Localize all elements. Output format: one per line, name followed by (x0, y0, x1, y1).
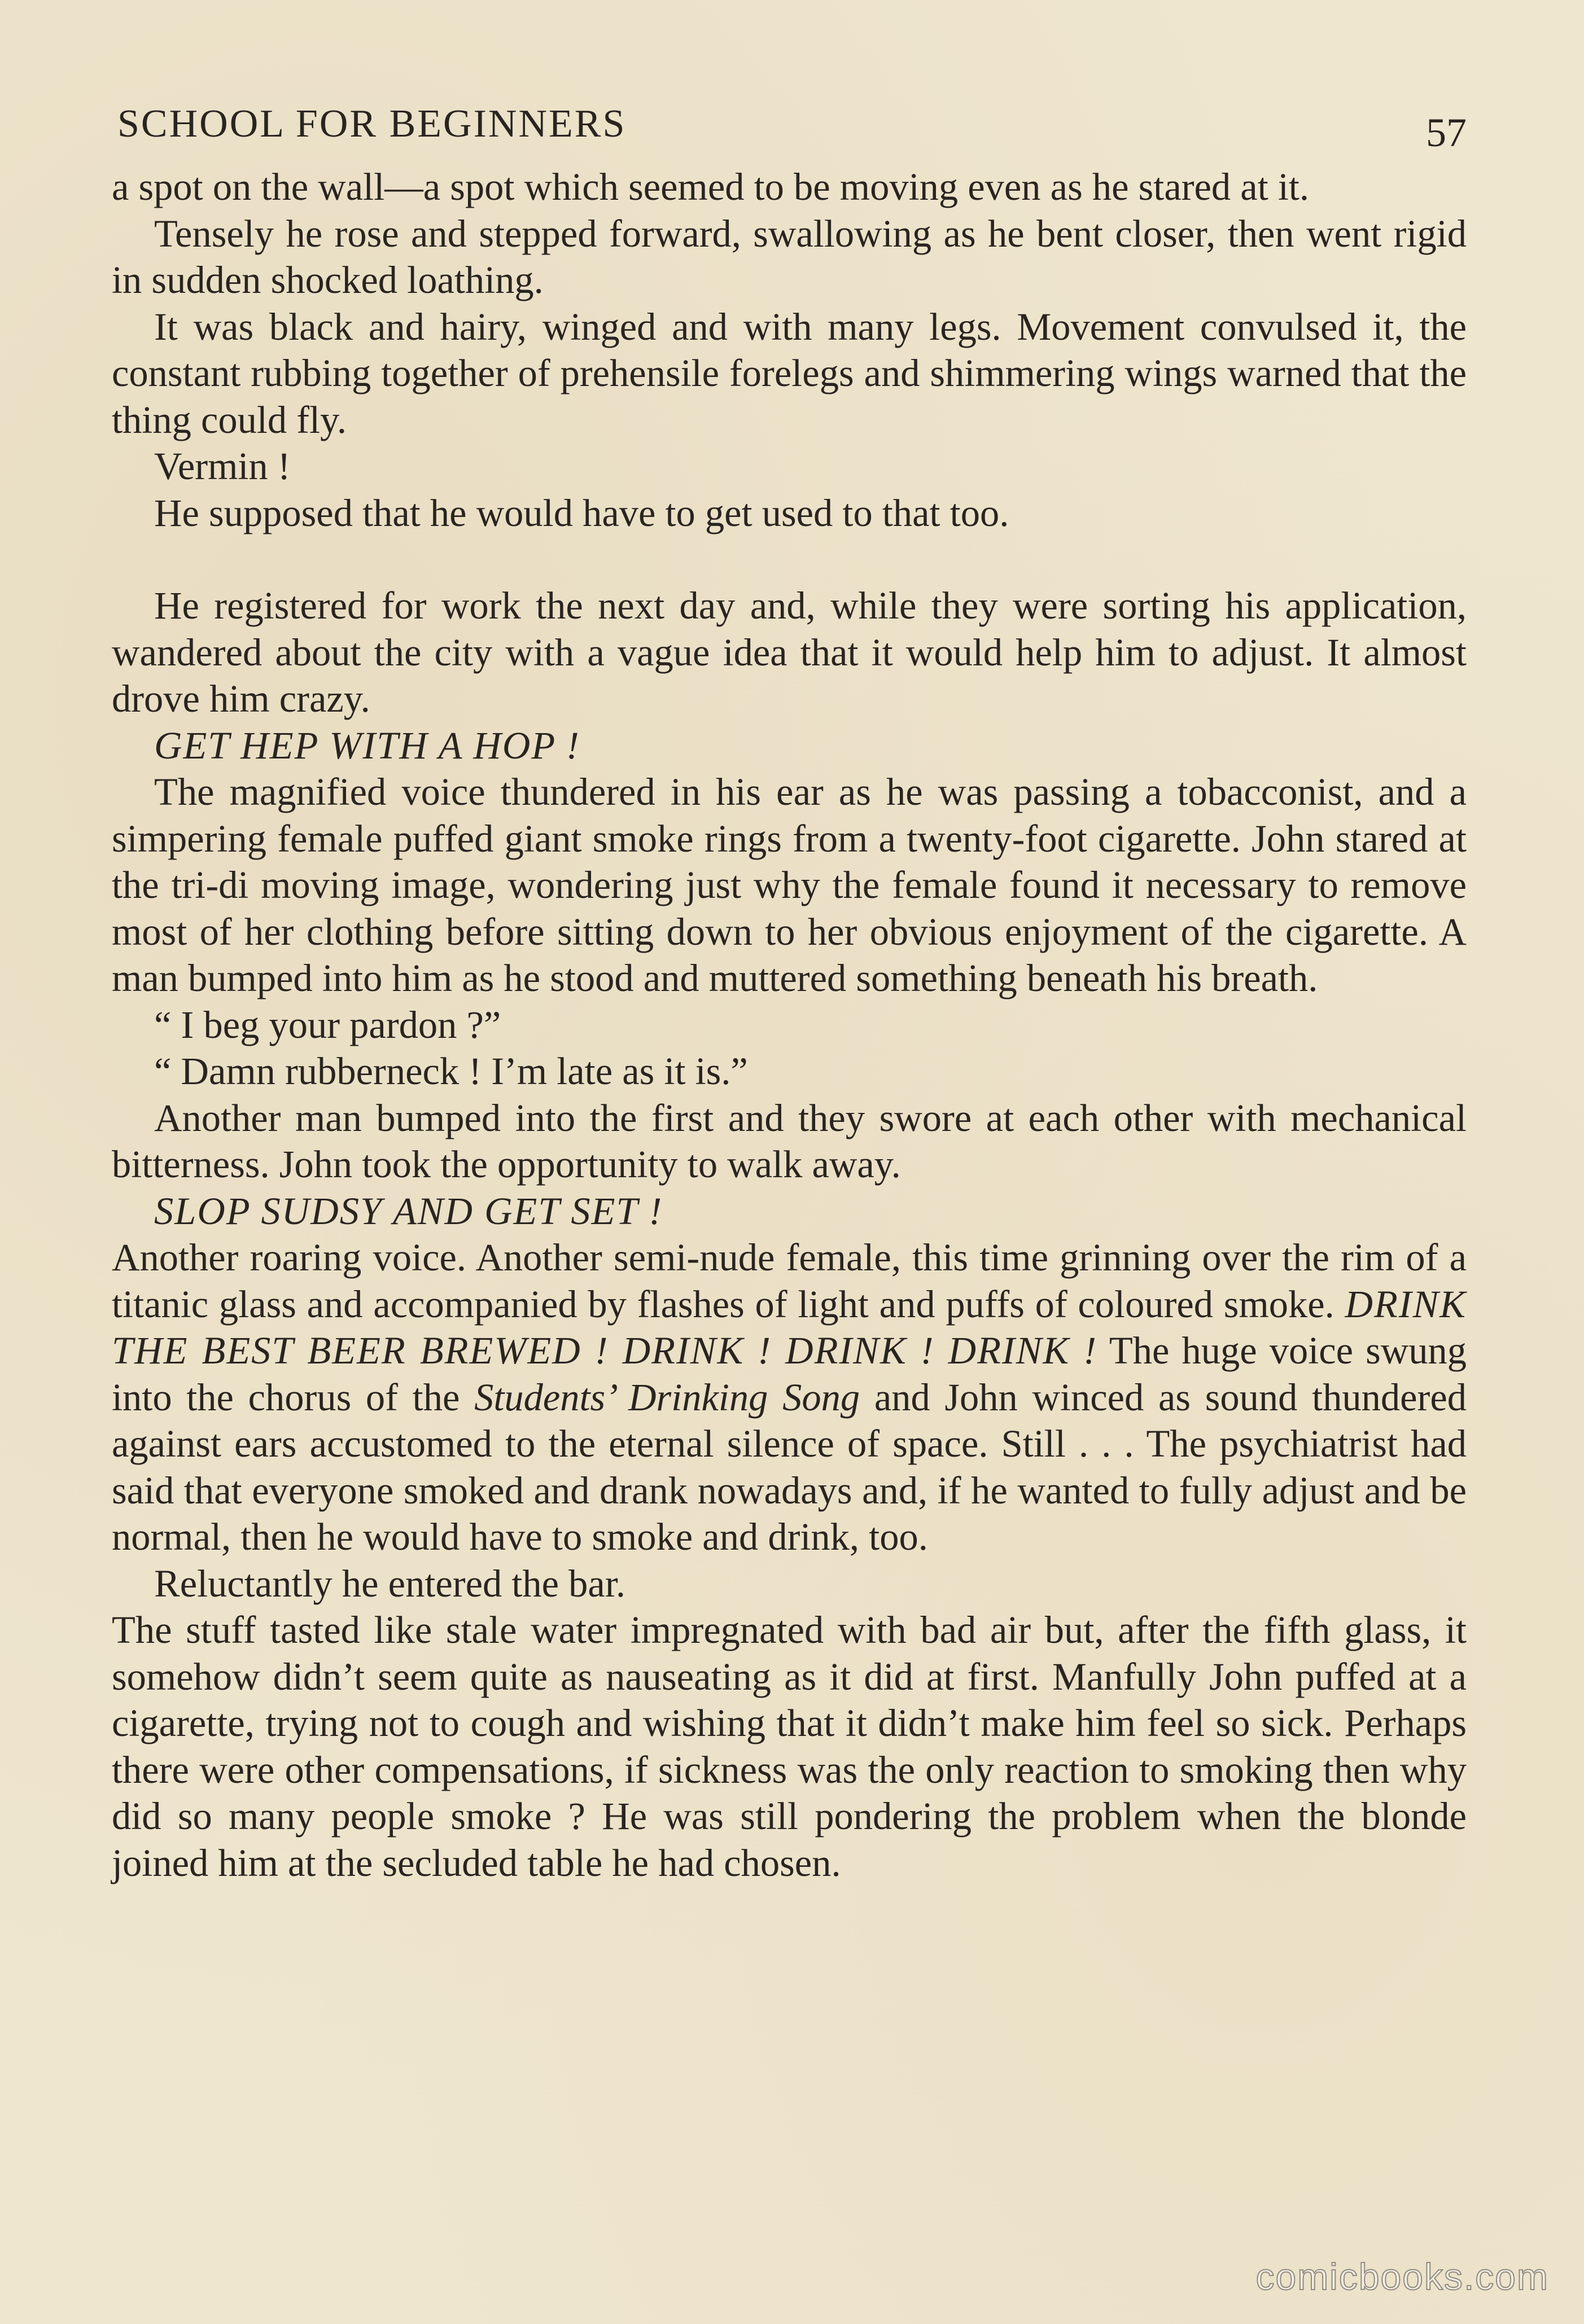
advert-slogan: GET HEP WITH A HOP ! (154, 723, 580, 767)
running-title: SCHOOL FOR BEGINNERS (117, 102, 627, 146)
paragraph (112, 1234, 1467, 1560)
paragraph: Reluctantly he entered the bar. (154, 1562, 625, 1605)
running-head (112, 102, 1467, 164)
song-title: Students’ Drinking Song (474, 1375, 860, 1419)
text-run: The huge voice swung into the chorus of the (112, 1329, 1467, 1419)
advert-slogan: SLOP SUDSY AND GET SET ! (154, 1189, 663, 1233)
dialogue-line: “ I beg your pardon ?” (154, 1003, 501, 1046)
watermark: comicbooks.com (1255, 2256, 1549, 2297)
book-page (112, 102, 1467, 2246)
advert-slogan: DRINK THE BEST BEER BREWED ! DRINK ! DRINK ! DRINK ! (112, 1282, 1467, 1372)
page-number: 57 (1426, 110, 1467, 155)
text-run: and John winced as sound thundered against ears accustomed to the eternal silence of space. Still . . . The psychiatrist had said that everyone smoked and drank nowadays and, if he wanted to fully adjust and be normal, then he would have to smoke and drink, too. (112, 1375, 1467, 1558)
paragraph: He supposed that he would have to get used to that too. (154, 491, 1009, 534)
paragraph: It was black and hairy, winged and with many legs. Movement convulsed it, the constant rubbing together of prehensile forelegs and shimmering wings warned that the thing could fly. (112, 305, 1467, 441)
dialogue-line: “ Damn rubberneck ! I’m late as it is.” (154, 1050, 748, 1093)
paragraph: Vermin ! (154, 445, 291, 488)
paragraph: Another man bumped into the first and they swore at each other with mechanical bitterness. John took the opportunity to walk away. (112, 1096, 1467, 1186)
body-text (112, 164, 1467, 1886)
paragraph: The magnified voice thundered in his ear as he was passing a tobacconist, and a simpering female puffed giant smoke rings from a twenty-foot cigarette. John stared at the tri-di moving image, wondering just why the female found it necessary to remove most of her clothing before sitting down to her obvious enjoyment of the cigarette. A man bumped into him as he stood and muttered something beneath his breath. (112, 770, 1467, 999)
paragraph: He registered for work the next day and, while they were sorting his application, wandered about the city with a vague idea that it would help him to adjust. It almost drove him crazy. (112, 584, 1467, 720)
text-run: Another roaring voice. Another semi-nude female, this time grinning over the rim of a titanic glass and accompanied by flashes of light and puffs of coloured smoke. (112, 1236, 1467, 1326)
paragraph: The stuff tasted like stale water impregnated with bad air but, after the fifth glass, it somehow didn’t seem quite as nauseating as it did at first. Manfully John puffed at a cigarette, trying not to cough and wishing that it didn’t make him feel so sick. Perhaps there were other compensations, if sickness was the only reaction to smoking then why did so many people smoke ? He was still pondering the problem when the blonde joined him at the secluded table he had chosen. (112, 1608, 1467, 1884)
paragraph: a spot on the wall—a spot which seemed to be moving even as he stared at it. (112, 165, 1310, 208)
paragraph: Tensely he rose and stepped forward, swallowing as he bent closer, then went rigid in sudden shocked loathing. (112, 212, 1467, 301)
